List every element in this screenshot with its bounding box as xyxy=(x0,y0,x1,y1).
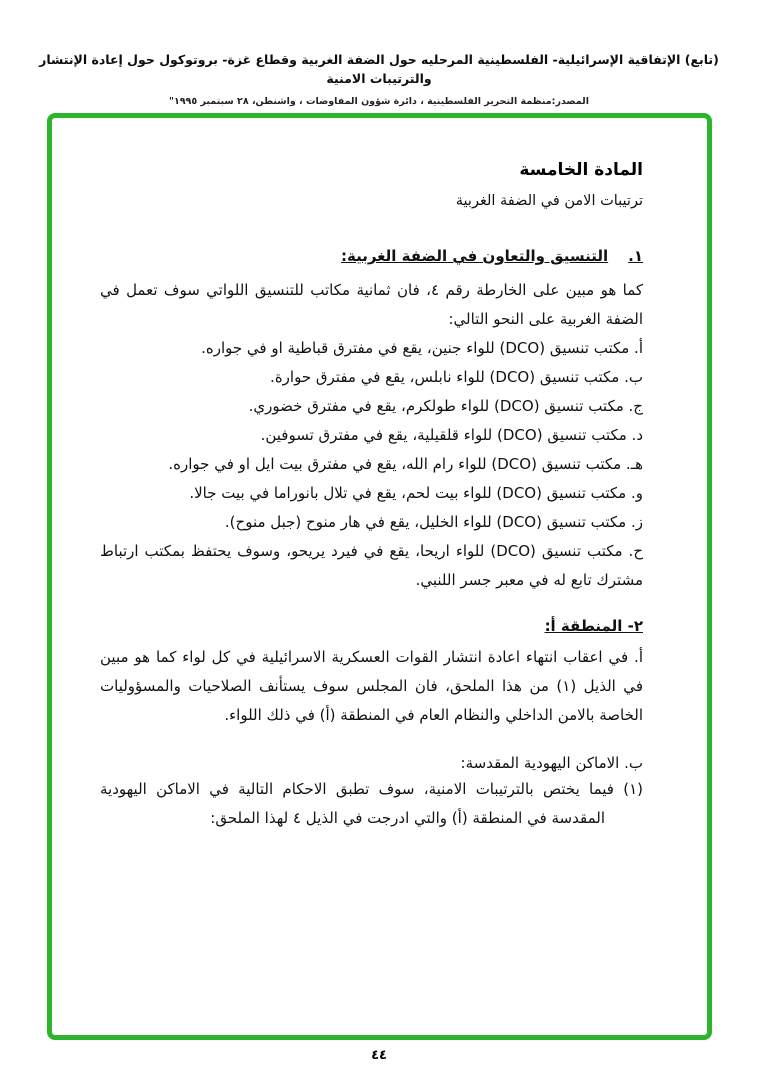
dco-office-list xyxy=(100,334,643,595)
article-title: المادة الخامسة xyxy=(519,160,643,180)
section2-sub-b-heading: ب. الاماكن اليهودية المقدسة: xyxy=(460,754,643,772)
section1-heading-number: ١. xyxy=(628,247,643,265)
document-header-title: (تابع) الإتفاقية الإسرائيلية- الفلسطينية المرحليه حول الضفة الغربية وقطاع غزة- بروتوكول حول إعادة الإنتشار والترتيبات الامنية xyxy=(39,52,719,87)
list-item: د. مكتب تنسيق (DCO) للواء قلقيلية، يقع في مفترق تسوفين. xyxy=(260,426,643,444)
list-item: ز. مكتب تنسيق (DCO) للواء الخليل، يقع في هار منوح (جبل منوح). xyxy=(224,513,643,531)
document-header xyxy=(28,50,730,107)
article-subtitle: ترتيبات الامن في الضفة الغربية xyxy=(455,193,643,209)
section2-paragraph-a: أ. في اعقاب انتهاء اعادة انتشار القوات العسكرية الاسرائيلية في كل لواء كما هو مبين في الذيل (١) من هذا الملحق، فان المجلس سوف يستأنف الصلاحيات والمسؤوليات الخاصة بالامن الداخلي والنظام العام في المنطقة (أ) في ذلك اللواء. xyxy=(100,648,643,724)
list-item: أ. مكتب تنسيق (DCO) للواء جنين، يقع في مفترق قباطية او في جواره. xyxy=(201,339,643,357)
page-number: ٤٤ xyxy=(371,1048,387,1063)
section1-heading xyxy=(100,247,643,265)
list-item: ب. مكتب تنسيق (DCO) للواء نابلس، يقع في مفترق حوارة. xyxy=(270,368,643,386)
section1-intro: كما هو مبين على الخارطة رقم ٤، فان ثمانية مكاتب للتنسيق اللواتي سوف تعمل في الضفة الغربية على النحو التالي: xyxy=(100,281,644,328)
section1-heading-text: التنسيق والتعاون في الضفة الغربية: xyxy=(341,247,609,265)
section-coordination xyxy=(100,247,643,595)
section2-heading xyxy=(100,617,643,635)
list-item: هـ. مكتب تنسيق (DCO) للواء رام الله، يقع في مفترق بيت ايل او في جواره. xyxy=(168,455,643,473)
section2-heading-text: ٢- المنطقة أ: xyxy=(544,617,643,635)
list-item: ج. مكتب تنسيق (DCO) للواء طولكرم، يقع في مفترق خضوري. xyxy=(248,397,643,415)
section-area-a xyxy=(100,617,643,833)
content-border-box xyxy=(47,113,712,1040)
list-item: و. مكتب تنسيق (DCO) للواء بيت لحم، يقع في تلال بانوراما في بيت جالا. xyxy=(189,484,643,502)
document-header-source: المصدر:منظمة التحرير الفلسطينية ، دائرة شؤون المفاوضات ، واشنطن، ٢٨ سبتمبر ١٩٩٥" xyxy=(169,95,589,107)
list-item: ح. مكتب تنسيق (DCO) للواء اريحا، يقع في فيرد يريحو، وسوف يحتفظ بمكتب ارتباط مشترك تابع له في معبر جسر اللنبي. xyxy=(100,542,643,589)
section2-sub-b-item1: (١) فيما يختص بالترتيبات الامنية، سوف تطبق الاحكام التالية في الاماكن اليهودية المقدسة في المنطقة (أ) والتي ادرجت في الذيل ٤ لهذا الملحق: xyxy=(100,780,643,827)
